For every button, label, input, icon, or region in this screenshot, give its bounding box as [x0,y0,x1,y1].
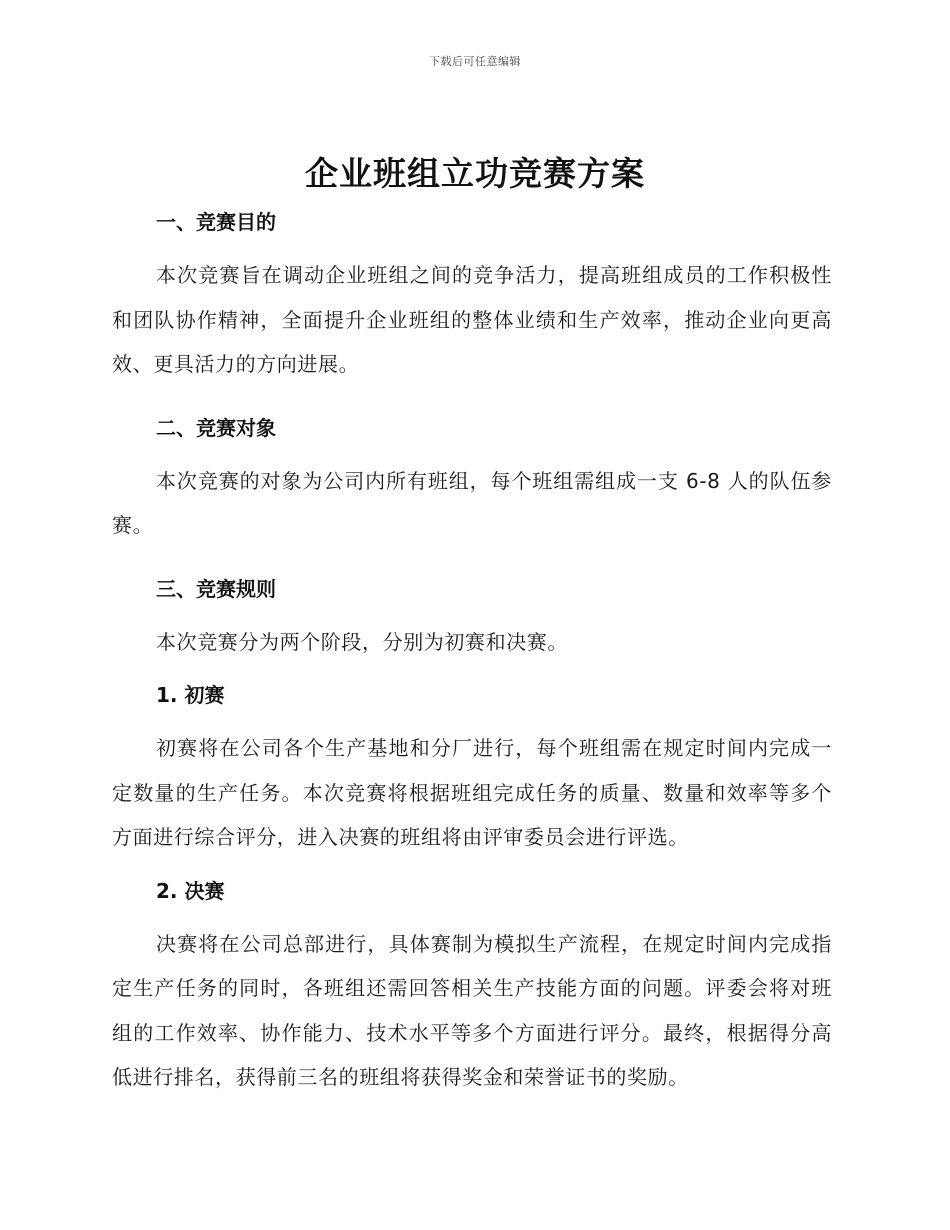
document-body [112,205,832,1100]
subsection-heading-final: 2. 决赛 [156,878,225,903]
section-heading-rules: 三、竞赛规则 [156,576,276,601]
subsection-paragraph-preliminary: 初赛将在公司各个生产基地和分厂进行，每个班组需在规定时间内完成一定数量的生产任务。本次竞赛将根据班组完成任务的质量、数量和效率等多个方面进行综合评分，进入决赛的班组将由评审委员会进行评选。 [112,736,832,849]
section-heading-participants: 二、竞赛对象 [156,415,276,440]
page-title: 企业班组立功竞赛方案 [305,154,645,193]
section-paragraph-rules: 本次竞赛分为两个阶段，分别为初赛和决赛。 [156,629,568,654]
section-paragraph-participants: 本次竞赛的对象为公司内所有班组，每个班组需组成一支 6-8 人的队伍参赛。 [112,468,832,537]
section-paragraph-purpose: 本次竞赛旨在调动企业班组之间的竞争活力，提高班组成员的工作积极性和团队协作精神，全面提升企业班组的整体业绩和生产效率，推动企业向更高效、更具活力的方向进展。 [112,263,832,376]
page-header: 下载后可任意编辑 [429,55,521,68]
section-heading-purpose: 一、竞赛目的 [156,210,276,234]
subsection-heading-preliminary: 1. 初赛 [156,683,225,707]
subsection-paragraph-final: 决赛将在公司总部进行，具体赛制为模拟生产流程，在规定时间内完成指定生产任务的同时，各班组还需回答相关生产技能方面的问题。评委会将对班组的工作效率、协作能力、技术水平等多个方面进行评分。最终，根据得分高低进行排名，获得前三名的班组将获得奖金和荣誉证书的奖励。 [112,931,832,1089]
